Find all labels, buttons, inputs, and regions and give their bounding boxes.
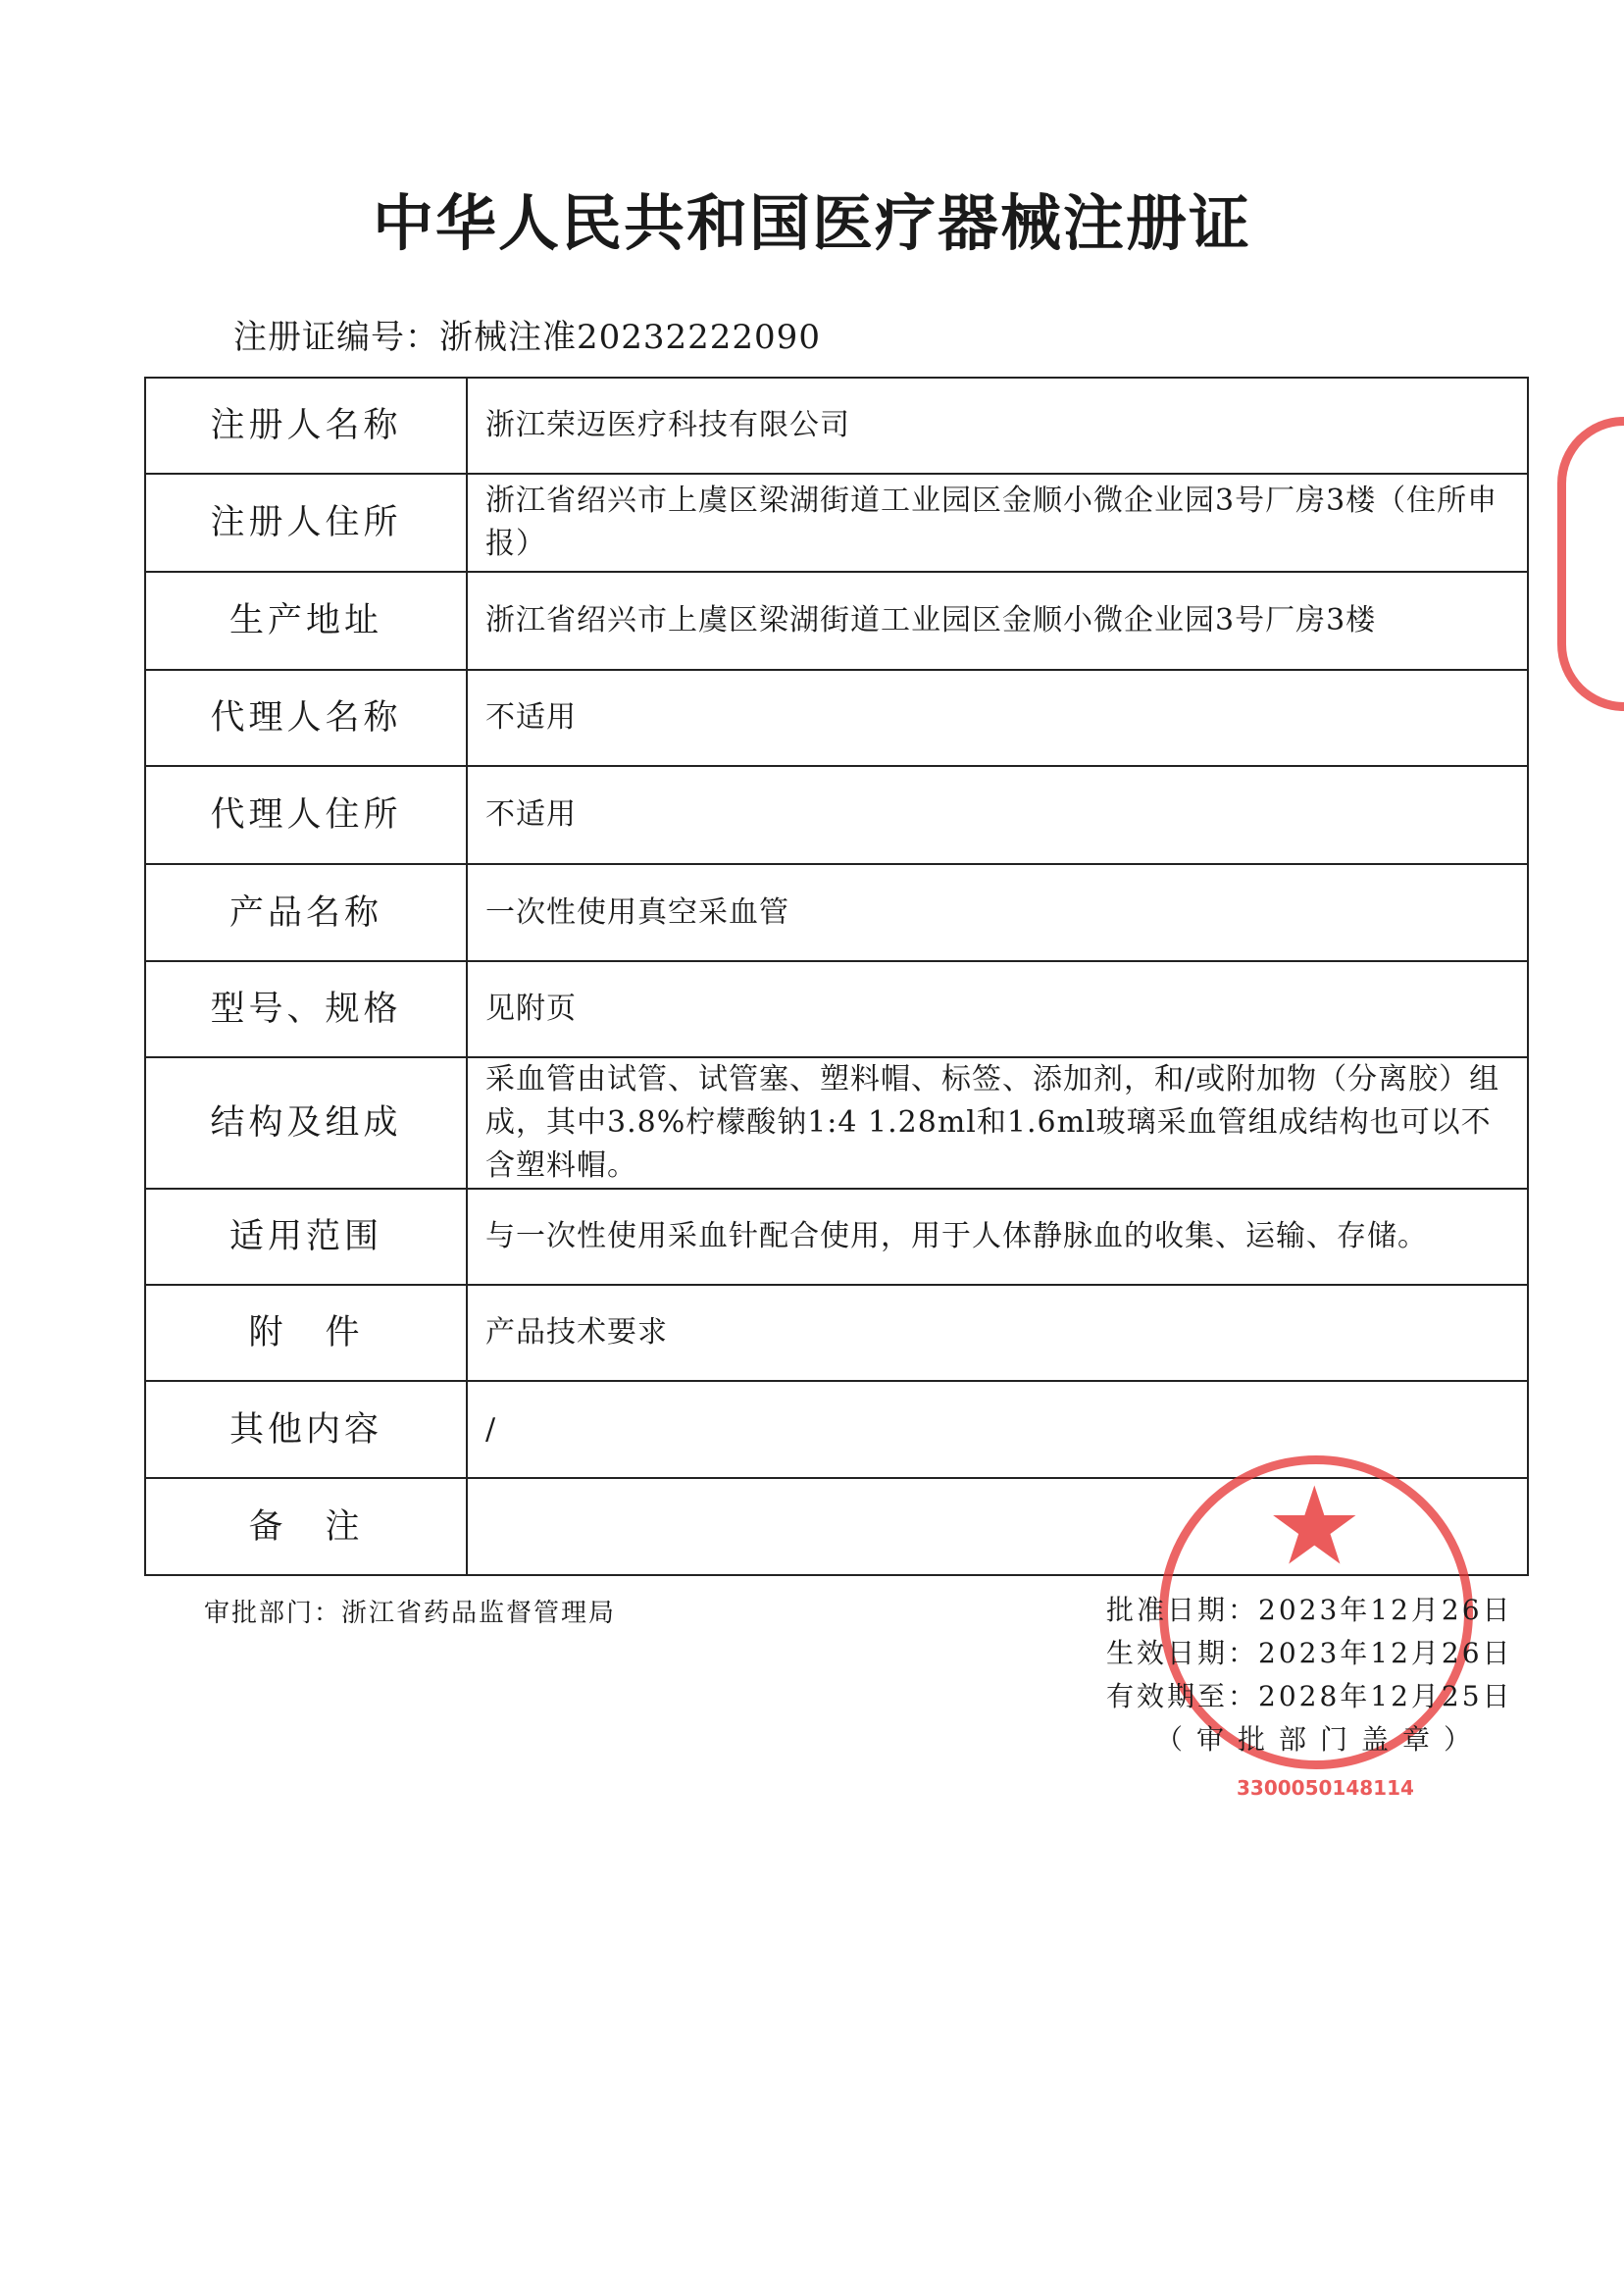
table-row (145, 1285, 1528, 1381)
date-block (1106, 1589, 1513, 1761)
row-label: 注册人住所 (145, 474, 467, 572)
row-label: 适用范围 (145, 1189, 467, 1285)
row-label: 生产地址 (145, 572, 467, 670)
row-value: / (467, 1381, 1528, 1478)
seal-note: （审批部门盖章） (1155, 1723, 1486, 1756)
row-label: 其他内容 (145, 1381, 467, 1478)
row-value: 与一次性使用采血针配合使用，用于人体静脉血的收集、运输、存储。 (467, 1189, 1528, 1285)
table-row (145, 378, 1528, 474)
row-label: 附 件 (145, 1285, 467, 1381)
row-value: 浙江省绍兴市上虞区梁湖街道工业园区金顺小微企业园3号厂房3楼 (467, 572, 1528, 670)
page-title: 中华人民共和国医疗器械注册证 (372, 187, 1251, 259)
row-value: 浙江省绍兴市上虞区梁湖街道工业园区金顺小微企业园3号厂房3楼（住所申报） (467, 474, 1528, 572)
row-label: 注册人名称 (145, 378, 467, 474)
table-row (145, 1057, 1528, 1189)
row-value: 产品技术要求 (467, 1285, 1528, 1381)
partial-seal-stamp (1557, 417, 1624, 711)
row-value: 不适用 (467, 766, 1528, 864)
row-value: 采血管由试管、试管塞、塑料帽、标签、添加剂，和/或附加物（分离胶）组成，其中3.8%柠檬酸钠1:4 1.28ml和1.6ml玻璃采血管组成结构也可以不含塑料帽。 (467, 1057, 1528, 1189)
table-row (145, 1189, 1528, 1285)
approving-authority: 审批部门：浙江省药品监督管理局 (204, 1599, 617, 1628)
row-value: 不适用 (467, 670, 1528, 766)
table-row (145, 961, 1528, 1057)
row-label: 结构及组成 (145, 1057, 467, 1189)
row-value: 见附页 (467, 961, 1528, 1057)
certificate-table (144, 377, 1529, 1576)
effective-date: 生效日期：2023年12月26日 (1106, 1637, 1513, 1669)
approval-date: 批准日期：2023年12月26日 (1106, 1594, 1513, 1626)
row-value: 一次性使用真空采血管 (467, 864, 1528, 961)
registration-number: 注册证编号：浙械注准20232222090 (233, 318, 821, 357)
row-label: 代理人名称 (145, 670, 467, 766)
table-row (145, 670, 1528, 766)
row-label: 备 注 (145, 1478, 467, 1575)
row-label: 型号、规格 (145, 961, 467, 1057)
valid-until-date: 有效期至：2028年12月25日 (1106, 1680, 1513, 1712)
table-row (145, 766, 1528, 864)
row-label: 产品名称 (145, 864, 467, 961)
table-row (145, 474, 1528, 572)
table-row (145, 572, 1528, 670)
star-icon: ★ (1266, 1463, 1363, 1589)
table-row (145, 864, 1528, 961)
seal-code: 3300050148114 (1237, 1776, 1414, 1800)
row-label: 代理人住所 (145, 766, 467, 864)
row-value: 浙江荣迈医疗科技有限公司 (467, 378, 1528, 474)
